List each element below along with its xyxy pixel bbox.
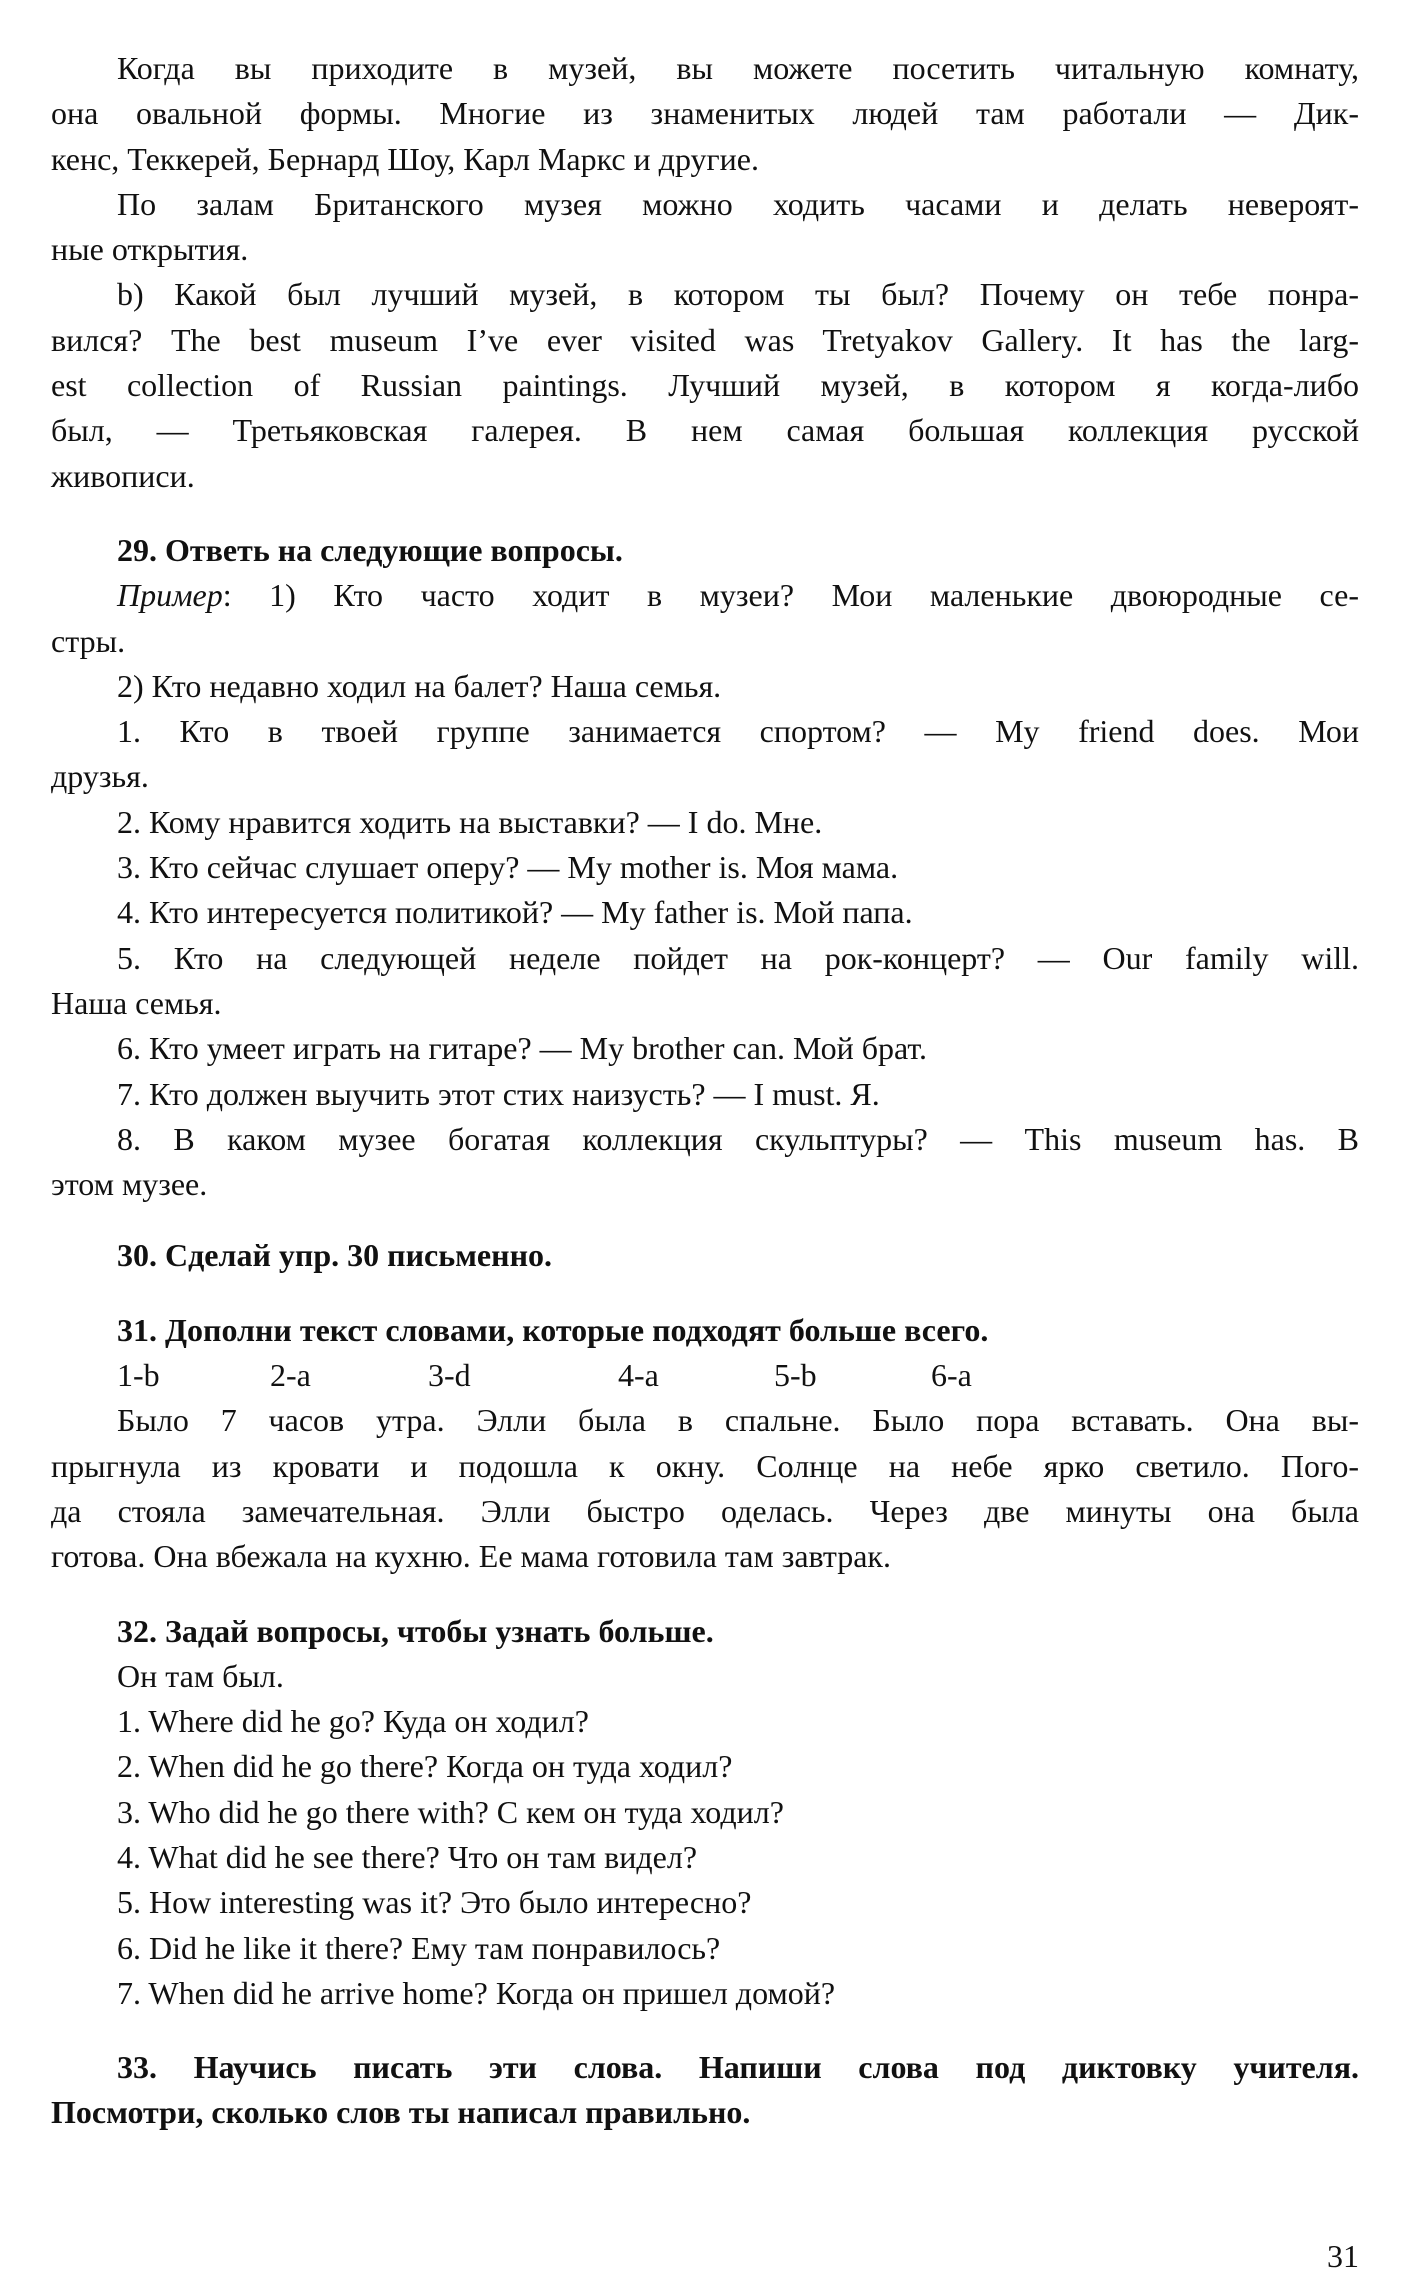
text-line: Было 7 часов утра. Элли была в спальне. Было пора вставать. Она вы- — [117, 1402, 1359, 1439]
answer-key-item: 1-b — [117, 1357, 160, 1394]
answer-line: 7. Кто должен выучить этот стих наизусть? — I must. Я. — [117, 1075, 880, 1112]
text-line: был, — Третьяковская галерея. В нем самая большая коллекция русской — [51, 412, 1359, 449]
text-line: прыгнула из кровати и подошла к окну. Солнце на небе ярко светило. Пого- — [51, 1447, 1359, 1484]
exercise-title: 33. Научись писать эти слова. Напиши слова под диктовку учителя. — [117, 2049, 1359, 2086]
page-number: 31 — [1327, 2238, 1359, 2274]
text-line: est collection of Russian paintings. Лучший музей, в котором я когда-либо — [51, 367, 1359, 404]
text-line: живописи. — [51, 457, 195, 494]
answer-key — [51, 1353, 1359, 1398]
answer-key-item: 3-d — [428, 1357, 471, 1394]
answer-line: 2. Кому нравится ходить на выставки? — I do. Мне. — [117, 803, 823, 840]
answer-key-item: 2-a — [270, 1357, 311, 1394]
answer-key-item: 4-a — [618, 1357, 659, 1394]
answer-line: 1. Кто в твоей группе занимается спортом? — My friend does. Мои — [117, 713, 1359, 750]
text-line: кенс, Теккерей, Бернард Шоу, Карл Маркс и другие. — [51, 140, 759, 177]
answer-line: 4. Кто интересуется политикой? — My father is. Мой папа. — [117, 894, 913, 931]
text-line: ные открытия. — [51, 231, 249, 268]
question-line: 6. Did he like it there? Ему там понравилось? — [117, 1929, 721, 1966]
answer-line: 8. В каком музее богатая коллекция скульптуры? — This museum has. В — [117, 1120, 1359, 1157]
exercise-30 — [51, 1233, 1359, 1278]
answer-line: 5. Кто на следующей неделе пойдет на рок-концерт? — Our family will. — [117, 939, 1359, 976]
example-line — [51, 573, 1359, 618]
text-line: готова. Она вбежала на кухню. Ее мама готовила там завтрак. — [51, 1538, 891, 1575]
text-line: стры. — [51, 622, 126, 659]
intro-paragraph-1 — [51, 46, 1359, 182]
answer-key-item: 6-a — [931, 1357, 972, 1394]
answer-line: этом музее. — [51, 1166, 208, 1203]
question-line: 5. How interesting was it? Это было интересно? — [117, 1884, 752, 1921]
answer-line: Наша семья. — [51, 984, 222, 1021]
example-label: Пример — [117, 577, 223, 614]
intro-paragraph-3 — [51, 272, 1359, 498]
question-line: 3. Who did he go there with? С кем он туда ходил? — [117, 1793, 784, 1830]
exercise-29 — [51, 528, 1359, 1207]
question-line: 7. When did he arrive home? Когда он пришел домой? — [117, 1974, 836, 2011]
text-line: 2) Кто недавно ходил на балет? Наша семья. — [117, 667, 722, 704]
text-line: По залам Британского музея можно ходить часами и делать невероят- — [117, 185, 1359, 222]
exercise-33 — [51, 2045, 1359, 2136]
textbook-page — [51, 46, 1359, 2136]
text-line: вился? The best museum I’ve ever visited was Tretyakov Gallery. It has the larg- — [51, 321, 1359, 358]
exercise-title: Посмотри, сколько слов ты написал правильно. — [51, 2094, 751, 2131]
intro-paragraph-2 — [51, 182, 1359, 273]
statement: Он там был. — [117, 1657, 284, 1694]
answer-line: 3. Кто сейчас слушает оперу? — My mother is. Моя мама. — [117, 849, 899, 886]
answer-line: 6. Кто умеет играть на гитаре? — My brother can. Мой брат. — [117, 1030, 927, 1067]
text-line: b) Какой был лучший музей, в котором ты был? Почему он тебе понра- — [117, 276, 1359, 313]
question-line: 2. When did he go there? Когда он туда ходил? — [117, 1748, 733, 1785]
text-line: Когда вы приходите в музей, вы можете посетить читальную комнату, — [117, 50, 1359, 86]
exercise-title: 32. Задай вопросы, чтобы узнать больше. — [117, 1612, 714, 1649]
text-line: она овальной формы. Многие из знаменитых людей там работали — Дик- — [51, 95, 1359, 132]
text-line: да стояла замечательная. Элли быстро оделась. Через две минуты она была — [51, 1492, 1359, 1529]
exercise-32 — [51, 1609, 1359, 2017]
exercise-31 — [51, 1308, 1359, 1580]
exercise-title: 31. Дополни текст словами, которые подходят больше всего. — [117, 1311, 989, 1348]
example-text: : 1) Кто часто ходит в музеи? Мои маленькие двоюродные се- — [222, 577, 1359, 614]
answer-key-item: 5-b — [774, 1357, 817, 1394]
question-line: 4. What did he see there? Что он там видел? — [117, 1838, 698, 1875]
answer-line: друзья. — [51, 758, 149, 795]
exercise-title: 30. Сделай упр. 30 письменно. — [117, 1237, 552, 1274]
exercise-title: 29. Ответь на следующие вопросы. — [117, 531, 623, 568]
question-line: 1. Where did he go? Куда он ходил? — [117, 1703, 589, 1740]
